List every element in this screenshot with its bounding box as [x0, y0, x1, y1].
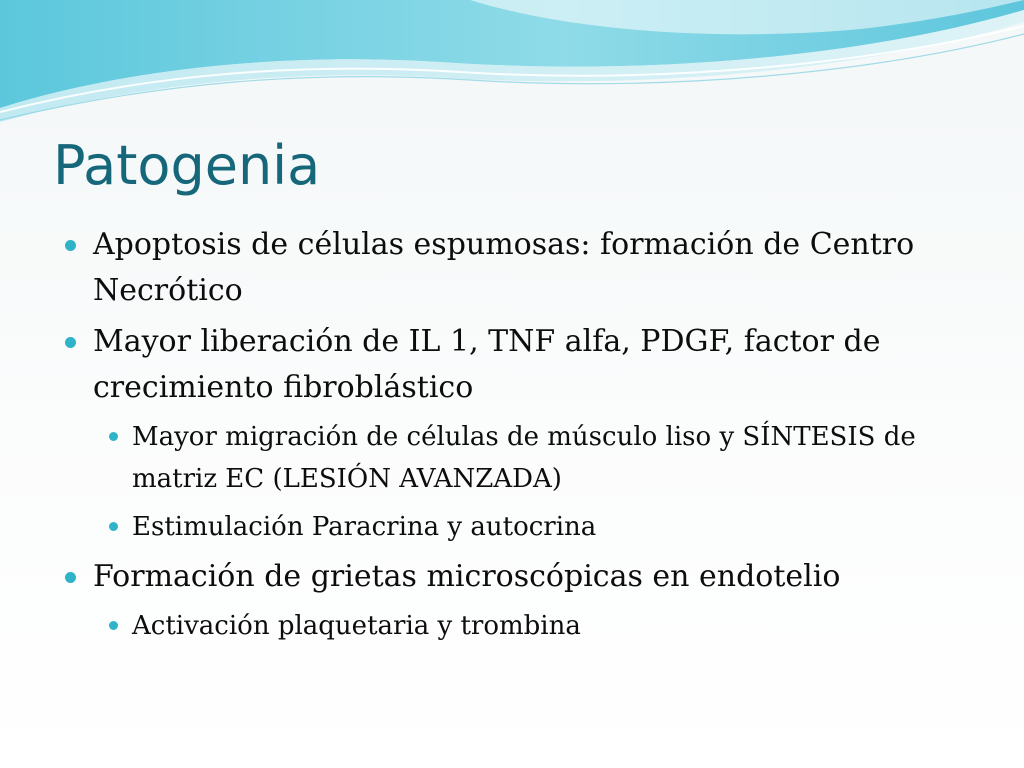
bullet-text: Apoptosis de células espumosas: formación de Centro Necrótico — [93, 227, 915, 308]
sub-bullet-item — [104, 416, 962, 500]
bullet-item — [62, 222, 962, 314]
sub-bullet-list — [104, 416, 962, 548]
bullet-dot-icon — [65, 337, 76, 348]
sub-bullet-list — [104, 605, 962, 647]
bullet-text: Mayor liberación de IL 1, TNF alfa, PDGF, factor de crecimiento fibroblástico — [93, 324, 881, 405]
sub-bullet-dot-icon — [109, 432, 118, 441]
sub-bullet-text: Estimulación Paracrina y autocrina — [132, 512, 597, 542]
bullet-item — [62, 319, 962, 411]
bullet-dot-icon — [65, 572, 76, 583]
bullet-text: Formación de grietas microscópicas en endotelio — [93, 559, 841, 594]
slide-title: Patogenia — [53, 134, 321, 197]
bullet-dot-icon — [65, 240, 76, 251]
sub-bullet-item — [104, 605, 962, 647]
sub-bullet-text: Activación plaquetaria y trombina — [132, 611, 581, 641]
sub-bullet-dot-icon — [109, 522, 118, 531]
sub-bullet-dot-icon — [109, 621, 118, 630]
header-wave-decoration — [0, 0, 1024, 130]
bullet-list — [62, 222, 962, 653]
sub-bullet-text: Mayor migración de células de músculo liso y SÍNTESIS de matriz EC (LESIÓN AVANZADA) — [132, 422, 916, 494]
bullet-item — [62, 554, 962, 600]
sub-bullet-item — [104, 506, 962, 548]
